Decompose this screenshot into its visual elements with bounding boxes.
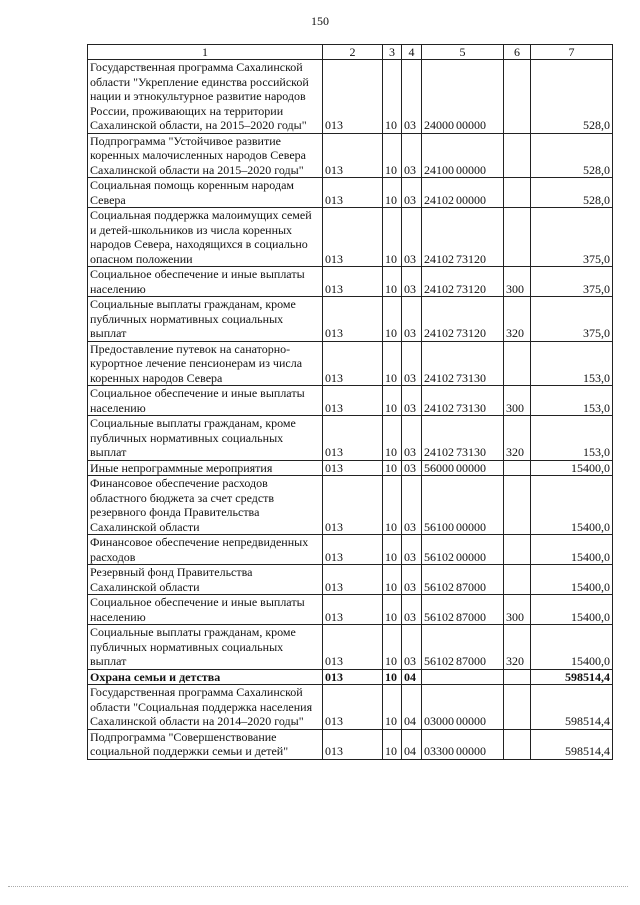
row-subsection-cell: 03	[402, 178, 422, 208]
target-article-program-code: 56102	[424, 654, 454, 668]
row-subsection-cell: 04	[402, 685, 422, 730]
row-subsection-cell: 03	[402, 565, 422, 595]
row-amount-cell: 598514,4	[531, 729, 613, 759]
table-row	[88, 416, 613, 461]
row-code-cell: 013	[323, 133, 383, 178]
target-article-program-code: 56100	[424, 519, 454, 534]
target-article-program-code: 56000	[424, 460, 454, 475]
row-name-cell: Иные непрограммные мероприятия	[88, 460, 323, 476]
row-target-article-cell	[422, 565, 504, 595]
target-article-direction-code: 00000	[456, 519, 486, 534]
target-article-direction-code: 00000	[456, 460, 486, 475]
row-expense-type-cell	[504, 729, 531, 759]
target-article-program-code: 24102	[424, 326, 454, 340]
column-header-1: 1	[88, 45, 323, 60]
row-subsection-cell: 04	[402, 669, 422, 685]
row-section-cell: 10	[383, 476, 402, 535]
row-expense-type-cell	[504, 133, 531, 178]
target-article-direction-code: 73120	[456, 326, 486, 340]
row-subsection-cell: 03	[402, 267, 422, 297]
row-subsection-cell: 03	[402, 535, 422, 565]
row-code-cell: 013	[323, 565, 383, 595]
row-code-cell: 013	[323, 416, 383, 461]
row-name-cell: Подпрограмма "Устойчивое развитие коренных малочисленных народов Севера Сахалинской области на 2015–2020 годы"	[88, 133, 323, 178]
row-name-cell: Социальная помощь коренным народам Севера	[88, 178, 323, 208]
row-name-cell: Социальные выплаты гражданам, кроме публичных нормативных социальных выплат	[88, 625, 323, 670]
target-article-direction-code: 73120	[456, 251, 486, 266]
row-amount-cell: 375,0	[531, 267, 613, 297]
row-amount-cell: 15400,0	[531, 595, 613, 625]
row-amount-cell: 15400,0	[531, 535, 613, 565]
table-row	[88, 669, 613, 685]
row-amount-cell: 375,0	[531, 297, 613, 342]
target-article-direction-code: 00000	[456, 118, 486, 132]
row-expense-type-cell	[504, 341, 531, 386]
target-article-direction-code: 87000	[456, 579, 486, 594]
row-code-cell: 013	[323, 460, 383, 476]
row-amount-cell: 153,0	[531, 386, 613, 416]
row-code-cell: 013	[323, 625, 383, 670]
target-article-direction-code: 00000	[456, 192, 486, 207]
row-subsection-cell: 03	[402, 133, 422, 178]
row-expense-type-cell	[504, 685, 531, 730]
row-section-cell: 10	[383, 729, 402, 759]
row-section-cell: 10	[383, 416, 402, 461]
row-name-cell: Социальная поддержка малоимущих семей и детей-школьников из числа коренных народов Севера, находящихся в социально опасном положении	[88, 208, 323, 267]
row-expense-type-cell: 300	[504, 595, 531, 625]
table-body	[88, 60, 613, 760]
scan-edge-line	[8, 886, 628, 888]
row-subsection-cell: 03	[402, 341, 422, 386]
row-expense-type-cell: 300	[504, 267, 531, 297]
row-expense-type-cell	[504, 565, 531, 595]
column-header-6: 6	[504, 45, 531, 60]
row-amount-cell: 153,0	[531, 341, 613, 386]
row-subsection-cell: 03	[402, 386, 422, 416]
row-section-cell: 10	[383, 297, 402, 342]
row-section-cell: 10	[383, 178, 402, 208]
row-section-cell: 10	[383, 669, 402, 685]
row-target-article-cell	[422, 341, 504, 386]
row-expense-type-cell	[504, 208, 531, 267]
row-section-cell: 10	[383, 60, 402, 134]
target-article-direction-code: 00000	[456, 162, 486, 177]
row-amount-cell: 15400,0	[531, 625, 613, 670]
target-article-program-code: 24102	[424, 281, 454, 296]
table-row	[88, 297, 613, 342]
row-code-cell: 013	[323, 476, 383, 535]
row-section-cell: 10	[383, 535, 402, 565]
row-target-article-cell	[422, 178, 504, 208]
row-name-cell: Социальное обеспечение и иные выплаты населению	[88, 386, 323, 416]
row-name-cell: Социальное обеспечение и иные выплаты населению	[88, 267, 323, 297]
row-code-cell: 013	[323, 535, 383, 565]
row-expense-type-cell	[504, 535, 531, 565]
row-amount-cell: 528,0	[531, 133, 613, 178]
target-article-program-code: 03000	[424, 714, 454, 728]
row-code-cell: 013	[323, 267, 383, 297]
table-row	[88, 178, 613, 208]
row-name-cell: Социальное обеспечение и иные выплаты населению	[88, 595, 323, 625]
row-subsection-cell: 03	[402, 416, 422, 461]
column-header-5: 5	[422, 45, 504, 60]
target-article-direction-code: 73120	[456, 281, 486, 296]
row-subsection-cell: 03	[402, 60, 422, 134]
row-code-cell: 013	[323, 595, 383, 625]
row-target-article-cell	[422, 208, 504, 267]
target-article-direction-code: 87000	[456, 609, 486, 624]
row-expense-type-cell: 320	[504, 297, 531, 342]
table-row	[88, 133, 613, 178]
row-subsection-cell: 03	[402, 625, 422, 670]
row-subsection-cell: 03	[402, 208, 422, 267]
row-target-article-cell	[422, 729, 504, 759]
row-amount-cell: 153,0	[531, 416, 613, 461]
row-expense-type-cell	[504, 178, 531, 208]
row-expense-type-cell	[504, 460, 531, 476]
row-code-cell: 013	[323, 386, 383, 416]
row-section-cell: 10	[383, 460, 402, 476]
row-target-article-cell	[422, 595, 504, 625]
table-row	[88, 729, 613, 759]
row-code-cell: 013	[323, 685, 383, 730]
target-article-program-code: 24000	[424, 118, 454, 132]
row-subsection-cell: 03	[402, 595, 422, 625]
row-target-article-cell	[422, 460, 504, 476]
table-row	[88, 460, 613, 476]
row-expense-type-cell: 320	[504, 625, 531, 670]
row-target-article-cell	[422, 625, 504, 670]
row-target-article-cell	[422, 669, 504, 685]
row-target-article-cell	[422, 60, 504, 134]
row-section-cell: 10	[383, 685, 402, 730]
row-expense-type-cell: 320	[504, 416, 531, 461]
row-subsection-cell: 04	[402, 729, 422, 759]
target-article-program-code: 24102	[424, 445, 454, 459]
column-header-7: 7	[531, 45, 613, 60]
row-section-cell: 10	[383, 267, 402, 297]
row-name-cell: Социальные выплаты гражданам, кроме публичных нормативных социальных выплат	[88, 416, 323, 461]
row-section-cell: 10	[383, 565, 402, 595]
table-row	[88, 535, 613, 565]
row-code-cell: 013	[323, 341, 383, 386]
target-article-program-code: 24102	[424, 400, 454, 415]
row-amount-cell: 375,0	[531, 208, 613, 267]
row-amount-cell: 528,0	[531, 60, 613, 134]
table-row	[88, 685, 613, 730]
row-name-cell: Социальные выплаты гражданам, кроме публичных нормативных социальных выплат	[88, 297, 323, 342]
target-article-direction-code: 73130	[456, 400, 486, 415]
row-target-article-cell	[422, 267, 504, 297]
row-name-cell: Подпрограмма "Совершенствование социальной поддержки семьи и детей"	[88, 729, 323, 759]
target-article-direction-code: 73130	[456, 445, 486, 459]
row-name-cell: Охрана семьи и детства	[88, 669, 323, 685]
header-row	[88, 45, 613, 60]
row-name-cell: Финансовое обеспечение непредвиденных расходов	[88, 535, 323, 565]
row-code-cell: 013	[323, 297, 383, 342]
table-row	[88, 60, 613, 134]
row-code-cell: 013	[323, 60, 383, 134]
column-header-3: 3	[383, 45, 402, 60]
row-target-article-cell	[422, 535, 504, 565]
row-code-cell: 013	[323, 208, 383, 267]
target-article-direction-code: 00000	[456, 744, 486, 758]
row-code-cell: 013	[323, 178, 383, 208]
column-header-2: 2	[323, 45, 383, 60]
table-row	[88, 341, 613, 386]
row-amount-cell: 598514,4	[531, 685, 613, 730]
row-section-cell: 10	[383, 386, 402, 416]
target-article-program-code: 24102	[424, 192, 454, 207]
row-target-article-cell	[422, 133, 504, 178]
table-row	[88, 565, 613, 595]
row-expense-type-cell	[504, 60, 531, 134]
target-article-program-code: 56102	[424, 549, 454, 564]
row-subsection-cell: 03	[402, 460, 422, 476]
row-target-article-cell	[422, 416, 504, 461]
row-name-cell: Предоставление путевок на санаторно-курортное лечение пенсионерам из числа коренных народов Севера	[88, 341, 323, 386]
row-target-article-cell	[422, 685, 504, 730]
row-name-cell: Резервный фонд Правительства Сахалинской области	[88, 565, 323, 595]
row-name-cell: Государственная программа Сахалинской области "Укрепление единства российской нации и этнокультурное развитие народов России, проживающих на территории Сахалинской области, на 2015–2020 годы"	[88, 60, 323, 134]
target-article-program-code: 56102	[424, 609, 454, 624]
page-number: 150	[311, 14, 329, 28]
row-target-article-cell	[422, 386, 504, 416]
column-header-4: 4	[402, 45, 422, 60]
row-code-cell: 013	[323, 669, 383, 685]
row-subsection-cell: 03	[402, 476, 422, 535]
row-expense-type-cell	[504, 476, 531, 535]
table-row	[88, 595, 613, 625]
target-article-direction-code: 00000	[456, 714, 486, 728]
row-target-article-cell	[422, 476, 504, 535]
row-section-cell: 10	[383, 208, 402, 267]
row-section-cell: 10	[383, 595, 402, 625]
row-section-cell: 10	[383, 133, 402, 178]
row-name-cell: Финансовое обеспечение расходов областного бюджета за счет средств резервного фонда Правительства Сахалинской области	[88, 476, 323, 535]
target-article-direction-code: 87000	[456, 654, 486, 668]
target-article-program-code: 24100	[424, 162, 454, 177]
row-name-cell: Государственная программа Сахалинской области "Социальная поддержка населения Сахалинской области на 2014–2020 годы"	[88, 685, 323, 730]
target-article-program-code: 03300	[424, 744, 454, 758]
target-article-direction-code: 73130	[456, 370, 486, 385]
table-row	[88, 386, 613, 416]
table-row	[88, 476, 613, 535]
target-article-program-code: 24102	[424, 251, 454, 266]
target-article-direction-code: 00000	[456, 549, 486, 564]
row-amount-cell: 598514,4	[531, 669, 613, 685]
table-row	[88, 625, 613, 670]
row-amount-cell: 15400,0	[531, 565, 613, 595]
row-amount-cell: 528,0	[531, 178, 613, 208]
target-article-program-code: 24102	[424, 370, 454, 385]
row-amount-cell: 15400,0	[531, 476, 613, 535]
row-amount-cell: 15400,0	[531, 460, 613, 476]
target-article-program-code: 56102	[424, 579, 454, 594]
row-subsection-cell: 03	[402, 297, 422, 342]
table-row	[88, 208, 613, 267]
row-target-article-cell	[422, 297, 504, 342]
row-section-cell: 10	[383, 625, 402, 670]
budget-table	[87, 44, 613, 760]
table-row	[88, 267, 613, 297]
row-code-cell: 013	[323, 729, 383, 759]
row-section-cell: 10	[383, 341, 402, 386]
row-expense-type-cell: 300	[504, 386, 531, 416]
row-expense-type-cell	[504, 669, 531, 685]
